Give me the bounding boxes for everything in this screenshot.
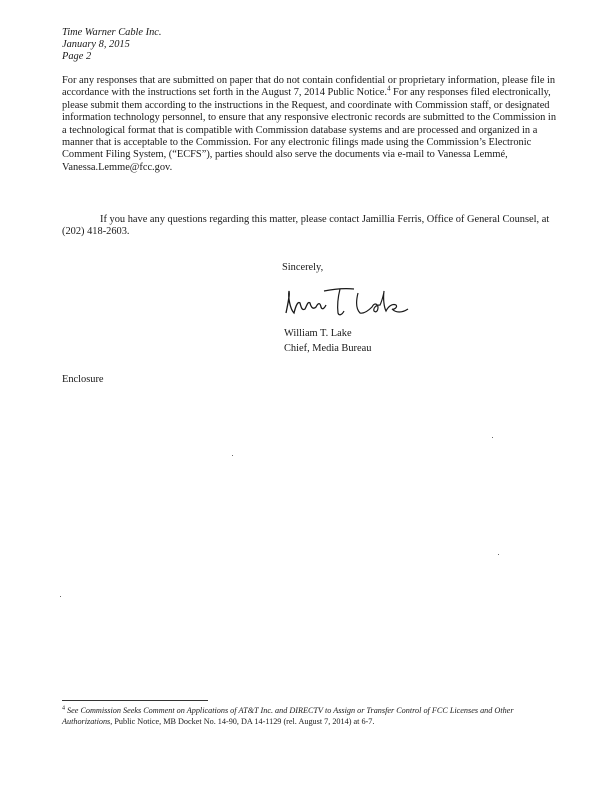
footnote-citation-rest: , Public Notice, MB Docket No. 14-90, DA 14-1129 (rel. August 7, 2014) at 6-7. [110,717,375,726]
footnote-divider [62,700,208,701]
header-date: January 8, 2015 [62,39,130,50]
scan-speck [232,455,233,456]
footnote-number: 4 [62,705,65,712]
letter-header [62,27,161,63]
scan-speck [60,596,61,597]
enclosure-note: Enclosure [62,374,104,385]
signatory-name: William T. Lake [284,328,352,339]
signatory-title: Chief, Media Bureau [284,343,372,354]
handwritten-signature [280,283,420,325]
header-page-number: Page 2 [62,51,92,62]
para1-text-b: For any responses filed electronically, please submit them according to the instructions in the Request, and coordinate with Commission staff, or designated information technology personnel, to ensure that any responsive electronic records are submitted to the Commission in a technological format that is compatible with Commission database systems and are processed and organized in a manner that is acceptable to the Commission. For any electronic filings made using the Commission’s Electronic Comment Filing System, (“ECFS”), parties should also serve the documents via e-mail to Vanessa Lemmé, Vanessa.Lemme@fcc.gov. [62,87,557,173]
scan-speck [498,554,499,555]
footnote-reference: 4 [386,84,391,93]
salutation: Sincerely, [282,262,324,273]
footnote-citation-italic: See Commission Seeks Comment on Applications of AT&T Inc. and DIRECTV to Assign or Transfer Control of FCC Licenses and Other Authorizations [62,706,514,726]
signatory-block [284,326,371,356]
para1-text-a: For any responses that are submitted on paper that do not contain confidential or proprietary information, please file in accordance with the instructions set forth in the August 7, 2014 Public Notice. [62,75,556,99]
footnote [62,705,558,727]
body-paragraph-2: If you have any questions regarding this matter, please contact Jamillia Ferris, Office of General Counsel, at (202) 418-2603. [62,214,550,238]
header-company: Time Warner Cable Inc. [62,27,162,38]
body-paragraph-1 [62,75,558,174]
scan-speck [492,437,493,438]
